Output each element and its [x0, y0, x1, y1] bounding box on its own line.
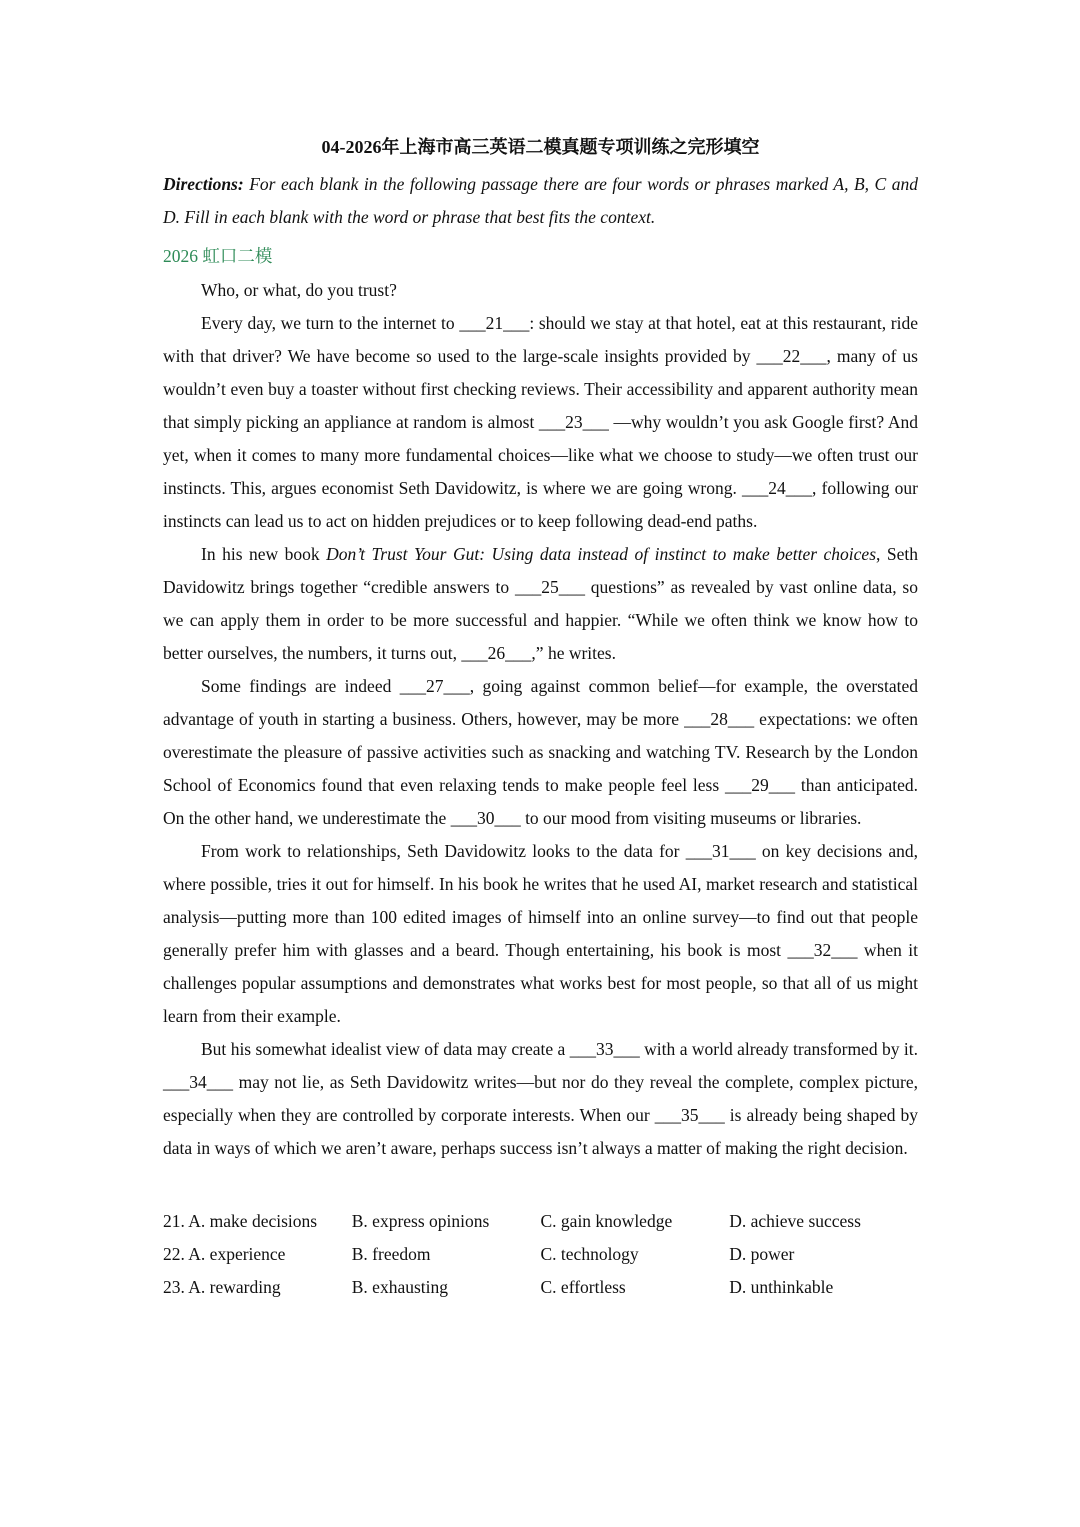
option-22-d: D. power — [729, 1244, 795, 1264]
option-23-d: D. unthinkable — [729, 1277, 834, 1297]
question-21-options — [163, 1205, 918, 1238]
blank-21: ___21___ — [459, 313, 530, 333]
book-title: Don’t Trust Your Gut: Using data instead of instinct to make better choices — [326, 544, 876, 564]
section-title: 2026 虹口二模 — [163, 246, 273, 266]
blank-31: ___31___ — [685, 841, 756, 861]
paragraph-4 — [163, 670, 918, 835]
option-21-b: B. express opinions — [351, 1211, 490, 1231]
directions-label: Directions: — [163, 174, 244, 194]
blank-29: ___29___ — [725, 775, 796, 795]
option-22-a: 22. A. experience — [163, 1244, 286, 1264]
blank-22: ___22___ — [756, 346, 827, 366]
paragraph-1: Who, or what, do you trust? — [201, 280, 397, 300]
text-run: when it challenges popular assumptions and demonstrates what works best for most people, so that all of us might learn from their example. — [163, 940, 919, 1026]
text-run: From work to relationships, Seth Davidowitz looks to the data for — [201, 841, 686, 861]
blank-33: ___33___ — [569, 1039, 640, 1059]
document-title: 04-2026年上海市高三英语二模真题专项训练之完形填空 — [321, 137, 760, 157]
answer-options — [163, 1205, 918, 1304]
text-run: : should we stay at that hotel, eat at this restaurant, ride with that driver? We have become so used to the large-scale insights provided by — [163, 313, 918, 366]
option-21-a: 21. A. make decisions — [163, 1211, 318, 1231]
blank-34: ___34___ — [163, 1072, 233, 1092]
text-run: , many of us wouldn’t even buy a toaster without first checking reviews. Their accessibility and apparent authority mean that simply picking an appliance at random is almost — [163, 346, 918, 432]
option-23-b: B. exhausting — [351, 1277, 448, 1297]
paragraph-5 — [163, 835, 918, 1033]
paragraph-2 — [163, 307, 918, 538]
text-run: on key decisions and, where possible, tries it out for himself. In his book he writes that he used AI, market research and statistical analysis—putting more than 100 edited images of himself into an online survey—to find out that people generally prefer him with glasses and a beard. Though entertaining, his book is most — [163, 841, 919, 960]
text-run: is already being shaped by data in ways of which we aren’t aware, perhaps success isn’t always a matter of making the right decision. — [163, 1105, 919, 1158]
option-22-b: B. freedom — [351, 1244, 431, 1264]
text-run: —why wouldn’t you ask Google first? And yet, when it comes to many more fundamental choices—like what we choose to study—we often trust our instincts. This, argues economist Seth Davidowitz, is where we are going wrong. — [163, 412, 918, 498]
text-run: questions” as revealed by vast online data, so we can apply them in order to be more successful and happier. “While we often think we know how to better ourselves, the numbers, it turns out, — [163, 577, 918, 663]
blank-30: ___30___ — [450, 808, 521, 828]
text-run: ,” he writes. — [531, 643, 616, 663]
text-run: expectations: we often overestimate the pleasure of passive activities such as snacking and watching TV. Research by the London School of Economics found that even relaxing tends to make people feel less — [163, 709, 918, 795]
text-run: , Seth Davidowitz brings together “credible answers to — [163, 544, 918, 597]
directions-text: For each blank in the following passage there are four words or phrases marked A, B, C and D. Fill in each blank with the word or phrase that best fits the context. — [163, 174, 918, 227]
blank-23: ___23___ — [538, 412, 609, 432]
option-23-c: C. effortless — [540, 1277, 626, 1297]
blank-35: ___35___ — [654, 1105, 725, 1125]
text-run: But his somewhat idealist view of data may create a — [201, 1039, 570, 1059]
question-22-options — [163, 1238, 918, 1271]
option-21-d: D. achieve success — [729, 1211, 861, 1231]
blank-26: ___26___ — [461, 643, 532, 663]
text-run: may not lie, as Seth Davidowitz writes—but nor do they reveal the complete, complex picture, especially when they are controlled by corporate interests. When our — [163, 1072, 918, 1125]
directions — [163, 168, 918, 234]
text-run: to our mood from visiting museums or libraries. — [520, 808, 862, 828]
blank-32: ___32___ — [787, 940, 858, 960]
text-run: , going against common belief—for example, the overstated advantage of youth in starting a business. Others, however, may be more — [163, 676, 919, 729]
paragraph-3 — [163, 538, 918, 670]
text-run: In his new book — [201, 544, 327, 564]
blank-24: ___24___ — [741, 478, 812, 498]
blank-28: ___28___ — [684, 709, 755, 729]
option-23-a: 23. A. rewarding — [163, 1277, 281, 1297]
document-page — [163, 130, 918, 1304]
paragraph-6 — [163, 1033, 918, 1165]
text-run: , following our instincts can lead us to act on hidden prejudices or to keep following dead-end paths. — [163, 478, 918, 531]
blank-27: ___27___ — [399, 676, 470, 696]
option-22-c: C. technology — [540, 1244, 639, 1264]
question-23-options — [163, 1271, 918, 1304]
blank-25: ___25___ — [514, 577, 585, 597]
text-run: with a world already transformed by it. — [639, 1039, 918, 1059]
text-run: Some findings are indeed — [201, 676, 400, 696]
option-21-c: C. gain knowledge — [540, 1211, 673, 1231]
text-run: than anticipated. On the other hand, we underestimate the — [163, 775, 918, 828]
text-run: Every day, we turn to the internet to — [201, 313, 460, 333]
